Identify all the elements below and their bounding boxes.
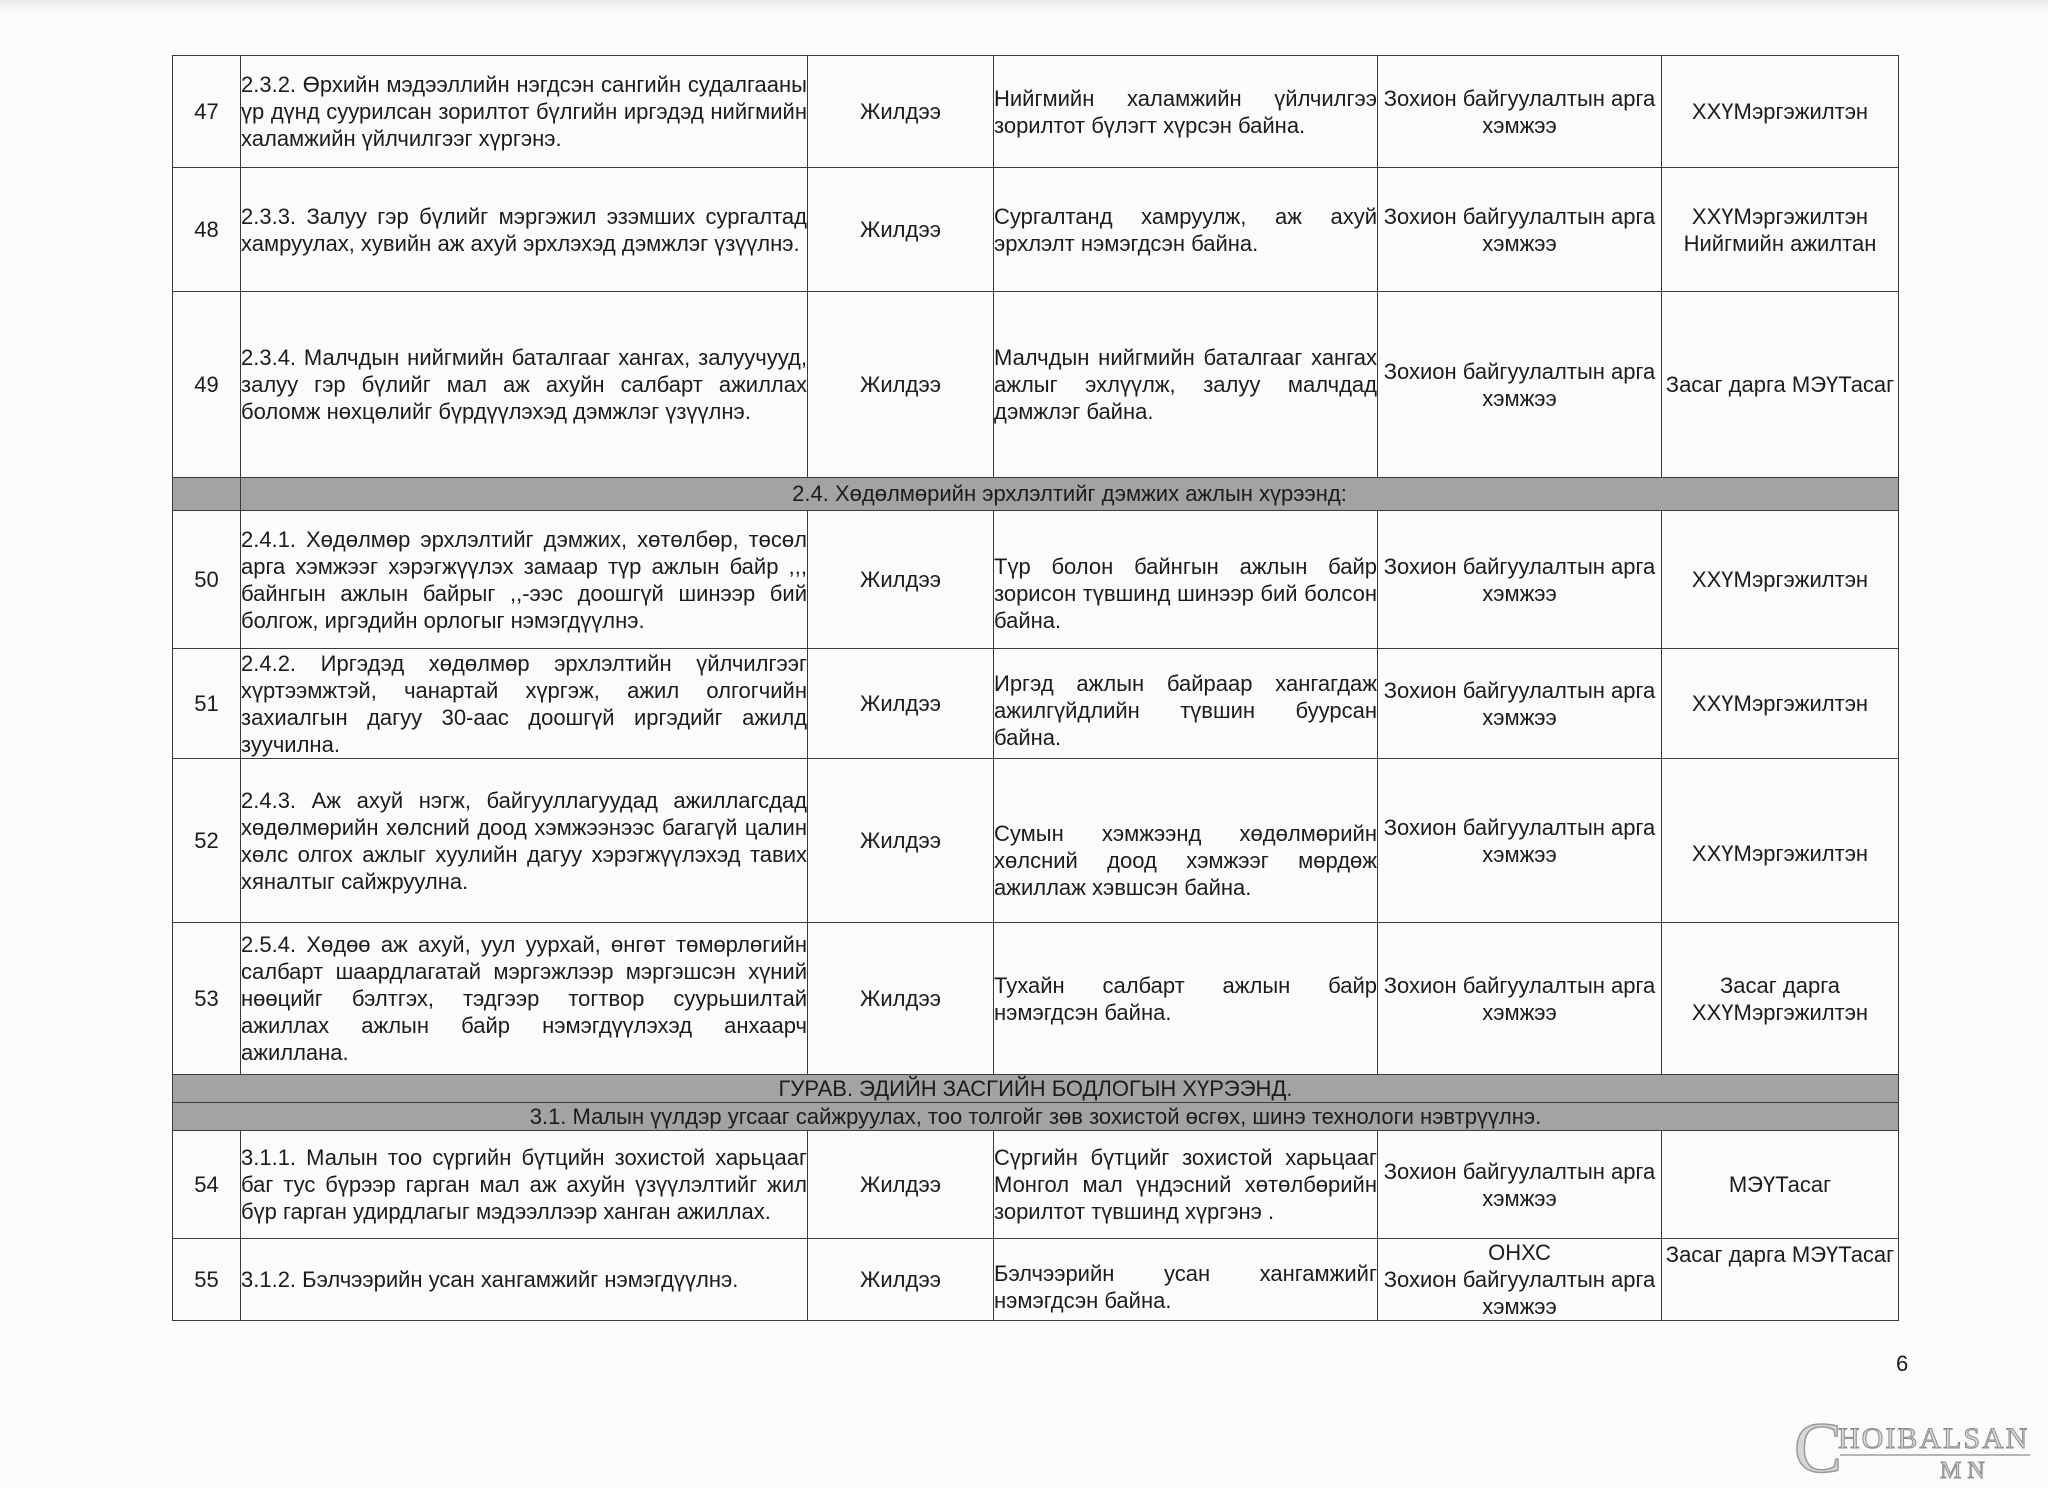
form-text: Зохион байгуулалтын арга хэмжээ	[1378, 1131, 1662, 1239]
row-number: 50	[173, 511, 241, 649]
form-text: Зохион байгуулалтын арга хэмжээ	[1378, 168, 1662, 292]
table-row	[173, 168, 1899, 292]
result-text: Сумын хэмжээнд хөдөлмөрийн хөлсний доод хэмжээг мөрдөж ажиллаж хэвшсэн байна.	[994, 759, 1378, 923]
result-text: Бэлчээрийн усан хангамжийг нэмэгдсэн байна.	[994, 1239, 1378, 1321]
term-text: Жилдээ	[808, 511, 994, 649]
responsible-text: ХХҮМэргэжилтэн Нийгмийн ажилтан	[1662, 168, 1899, 292]
task-text: 2.3.4. Малчдын нийгмийн баталгааг хангах, залуучууд, залуу гэр бүлийг мал аж ахуйн салбарт ажиллах боломж нөхцөлийг бүрдүүлэхэд дэмжлэг үзүүлнэ.	[241, 292, 808, 478]
responsible-text: ХХҮМэргэжилтэн	[1662, 56, 1899, 168]
term-text: Жилдээ	[808, 1131, 994, 1239]
term-text: Жилдээ	[808, 1239, 994, 1321]
form-text: Зохион байгуулалтын арга хэмжээ	[1378, 759, 1662, 923]
term-text: Жилдээ	[808, 649, 994, 759]
section-row	[173, 478, 1899, 511]
form-text: Зохион байгуулалтын арга хэмжээ	[1378, 649, 1662, 759]
result-text: Түр болон байнгын ажлын байр зорисон түвшинд шинээр бий болсон байна.	[994, 511, 1378, 649]
row-number: 49	[173, 292, 241, 478]
task-text: 2.3.2. Өрхийн мэдээллийн нэгдсэн сангийн судалгааны үр дүнд суурилсан зорилтот бүлгийн иргэдэд нийгмийн халамжийн үйлчилгээг хүргэнэ.	[241, 56, 808, 168]
row-number: 55	[173, 1239, 241, 1321]
term-text: Жилдээ	[808, 56, 994, 168]
page-number: 6	[1896, 1351, 1909, 1376]
term-text: Жилдээ	[808, 168, 994, 292]
row-number: 47	[173, 56, 241, 168]
row-number: 48	[173, 168, 241, 292]
task-text: 2.4.2. Иргэдэд хөдөлмөр эрхлэлтийн үйлчилгээг хүртээмжтэй, чанартай хүргэж, ажил олгогчийн захиалгын дагуу 30-аас доошгүй иргэдийг ажилд зуучилна.	[241, 650, 807, 757]
table-row	[173, 1239, 1899, 1321]
responsible-text: ХХҮМэргэжилтэн	[1662, 649, 1899, 759]
watermark-text-bottom: MN	[1940, 1458, 1991, 1480]
watermark-text-top: HOIBALSAN	[1838, 1422, 2030, 1455]
scan-edge	[0, 0, 2048, 14]
responsible-text: ХХҮМэргэжилтэн	[1662, 759, 1899, 923]
responsible-text: Засаг дарга ХХҮМэргэжилтэн	[1662, 923, 1899, 1075]
section-title-3-1: 3.1. Малын үүлдэр угсааг сайжруулах, тоо толгойг зөв зохистой өсгөх, шинэ технологи нэвтрүүлнэ.	[173, 1103, 1899, 1131]
section-blank-cell	[173, 478, 241, 511]
form-text: Зохион байгуулалтын арга хэмжээ	[1378, 923, 1662, 1075]
term-text: Жилдээ	[808, 759, 994, 923]
table-row	[173, 759, 1899, 923]
responsible-text: Засаг дарга МЭҮТасаг	[1662, 1239, 1899, 1321]
result-text: Тухайн салбарт ажлын байр нэмэгдсэн байна.	[994, 923, 1378, 1075]
form-cell	[1378, 1239, 1662, 1321]
form-text: Зохион байгуулалтын арга хэмжээ	[1378, 56, 1662, 168]
task-text: 2.4.1. Хөдөлмөр эрхлэлтийг дэмжих, хөтөлбөр, төсөл арга хэмжээг хэрэгжүүлэх замаар түр ажлын байр ,,, байнгын ажлын байрыг ,,-ээс доошгүй шинээр бий болгож, иргэдийн орлогыг нэмэгдүүлнэ.	[241, 511, 808, 649]
row-number: 53	[173, 923, 241, 1075]
result-text: Сүргийн бүтцийг зохистой харьцааг Монгол мал үндэсний хөтөлбөрийн зорилтот түвшинд хүргэнэ .	[994, 1131, 1378, 1239]
form-text: Зохион байгуулалтын арга хэмжээ	[1378, 292, 1662, 478]
table-row	[173, 923, 1899, 1075]
form-text: Зохион байгуулалтын арга хэмжээ	[1383, 1267, 1656, 1319]
result-text: Нийгмийн халамжийн үйлчилгээ зорилтот бүлэгт хүрсэн байна.	[994, 56, 1378, 168]
responsible-text: ХХҮМэргэжилтэн	[1662, 511, 1899, 649]
watermark-logo	[1790, 1410, 2040, 1480]
task-text: 3.1.1. Малын тоо сүргийн бүтцийн зохистой харьцааг баг тус бүрээр гарган мал аж ахуйн үзүүлэлтийг жил бүр гарган удирдлагыг мэдээллээр ханган ажиллах.	[241, 1131, 808, 1239]
responsible-text: Засаг дарга МЭҮТасаг	[1662, 292, 1899, 478]
action-plan-table	[172, 55, 1899, 1321]
task-text: 2.5.4. Хөдөө аж ахуй, уул уурхай, өнгөт төмөрлөгийн салбарт шаардлагатай мэргэжлээр мэргэшсэн хүний нөөцийг бэлтгэх, тэдгээр тогтвор суурьшилтай ажиллах ажлын байр нэмэгдүүлэхэд анхаарч ажиллана.	[241, 923, 808, 1075]
result-text: Сургалтанд хамруулж, аж ахуй эрхлэлт нэмэгдсэн байна.	[994, 168, 1378, 292]
section-title-2-4: 2.4. Хөдөлмөрийн эрхлэлтийг дэмжих ажлын хүрээнд:	[241, 478, 1899, 511]
row-number: 51	[173, 649, 241, 759]
term-text: Жилдээ	[808, 923, 994, 1075]
table-row	[173, 1131, 1899, 1239]
result-text: Малчдын нийгмийн баталгааг хангах ажлыг эхлүүлж, залуу малчдад дэмжлэг байна.	[994, 292, 1378, 478]
result-text: Иргэд ажлын байраар хангагдаж ажилгүйдлийн түвшин буурсан байна.	[994, 649, 1378, 759]
form-line-onhs: ОНХС	[1488, 1240, 1551, 1265]
task-text: 3.1.2. Бэлчээрийн усан хангамжийг нэмэгдүүлнэ.	[241, 1239, 808, 1321]
watermark-letter: C	[1794, 1410, 1843, 1480]
section-title-3: ГУРАВ. ЭДИЙН ЗАСГИЙН БОДЛОГЫН ХҮРЭЭНД.	[173, 1075, 1899, 1103]
term-text: Жилдээ	[808, 292, 994, 478]
responsible-text: МЭҮТасаг	[1662, 1131, 1899, 1239]
task-text: 2.4.3. Аж ахуй нэгж, байгууллагуудад ажиллагсдад хөдөлмөрийн хөлсний доод хэмжээнээс багагүй цалин хөлс олгох ажлыг хуулийн дагуу хэрэгжүүлэхэд тавих хяналтыг сайжруулна.	[241, 759, 808, 923]
table-row	[173, 56, 1899, 168]
table-row	[173, 292, 1899, 478]
row-number: 52	[173, 759, 241, 923]
section-row	[173, 1103, 1899, 1131]
row-number: 54	[173, 1131, 241, 1239]
table-row	[173, 511, 1899, 649]
section-row	[173, 1075, 1899, 1103]
task-text: 2.3.3. Залуу гэр бүлийг мэргэжил эзэмших сургалтад хамруулах, хувийн аж ахуй эрхлэхэд дэмжлэг үзүүлнэ.	[241, 168, 808, 292]
form-text: Зохион байгуулалтын арга хэмжээ	[1378, 511, 1662, 649]
table-row	[173, 649, 1899, 759]
